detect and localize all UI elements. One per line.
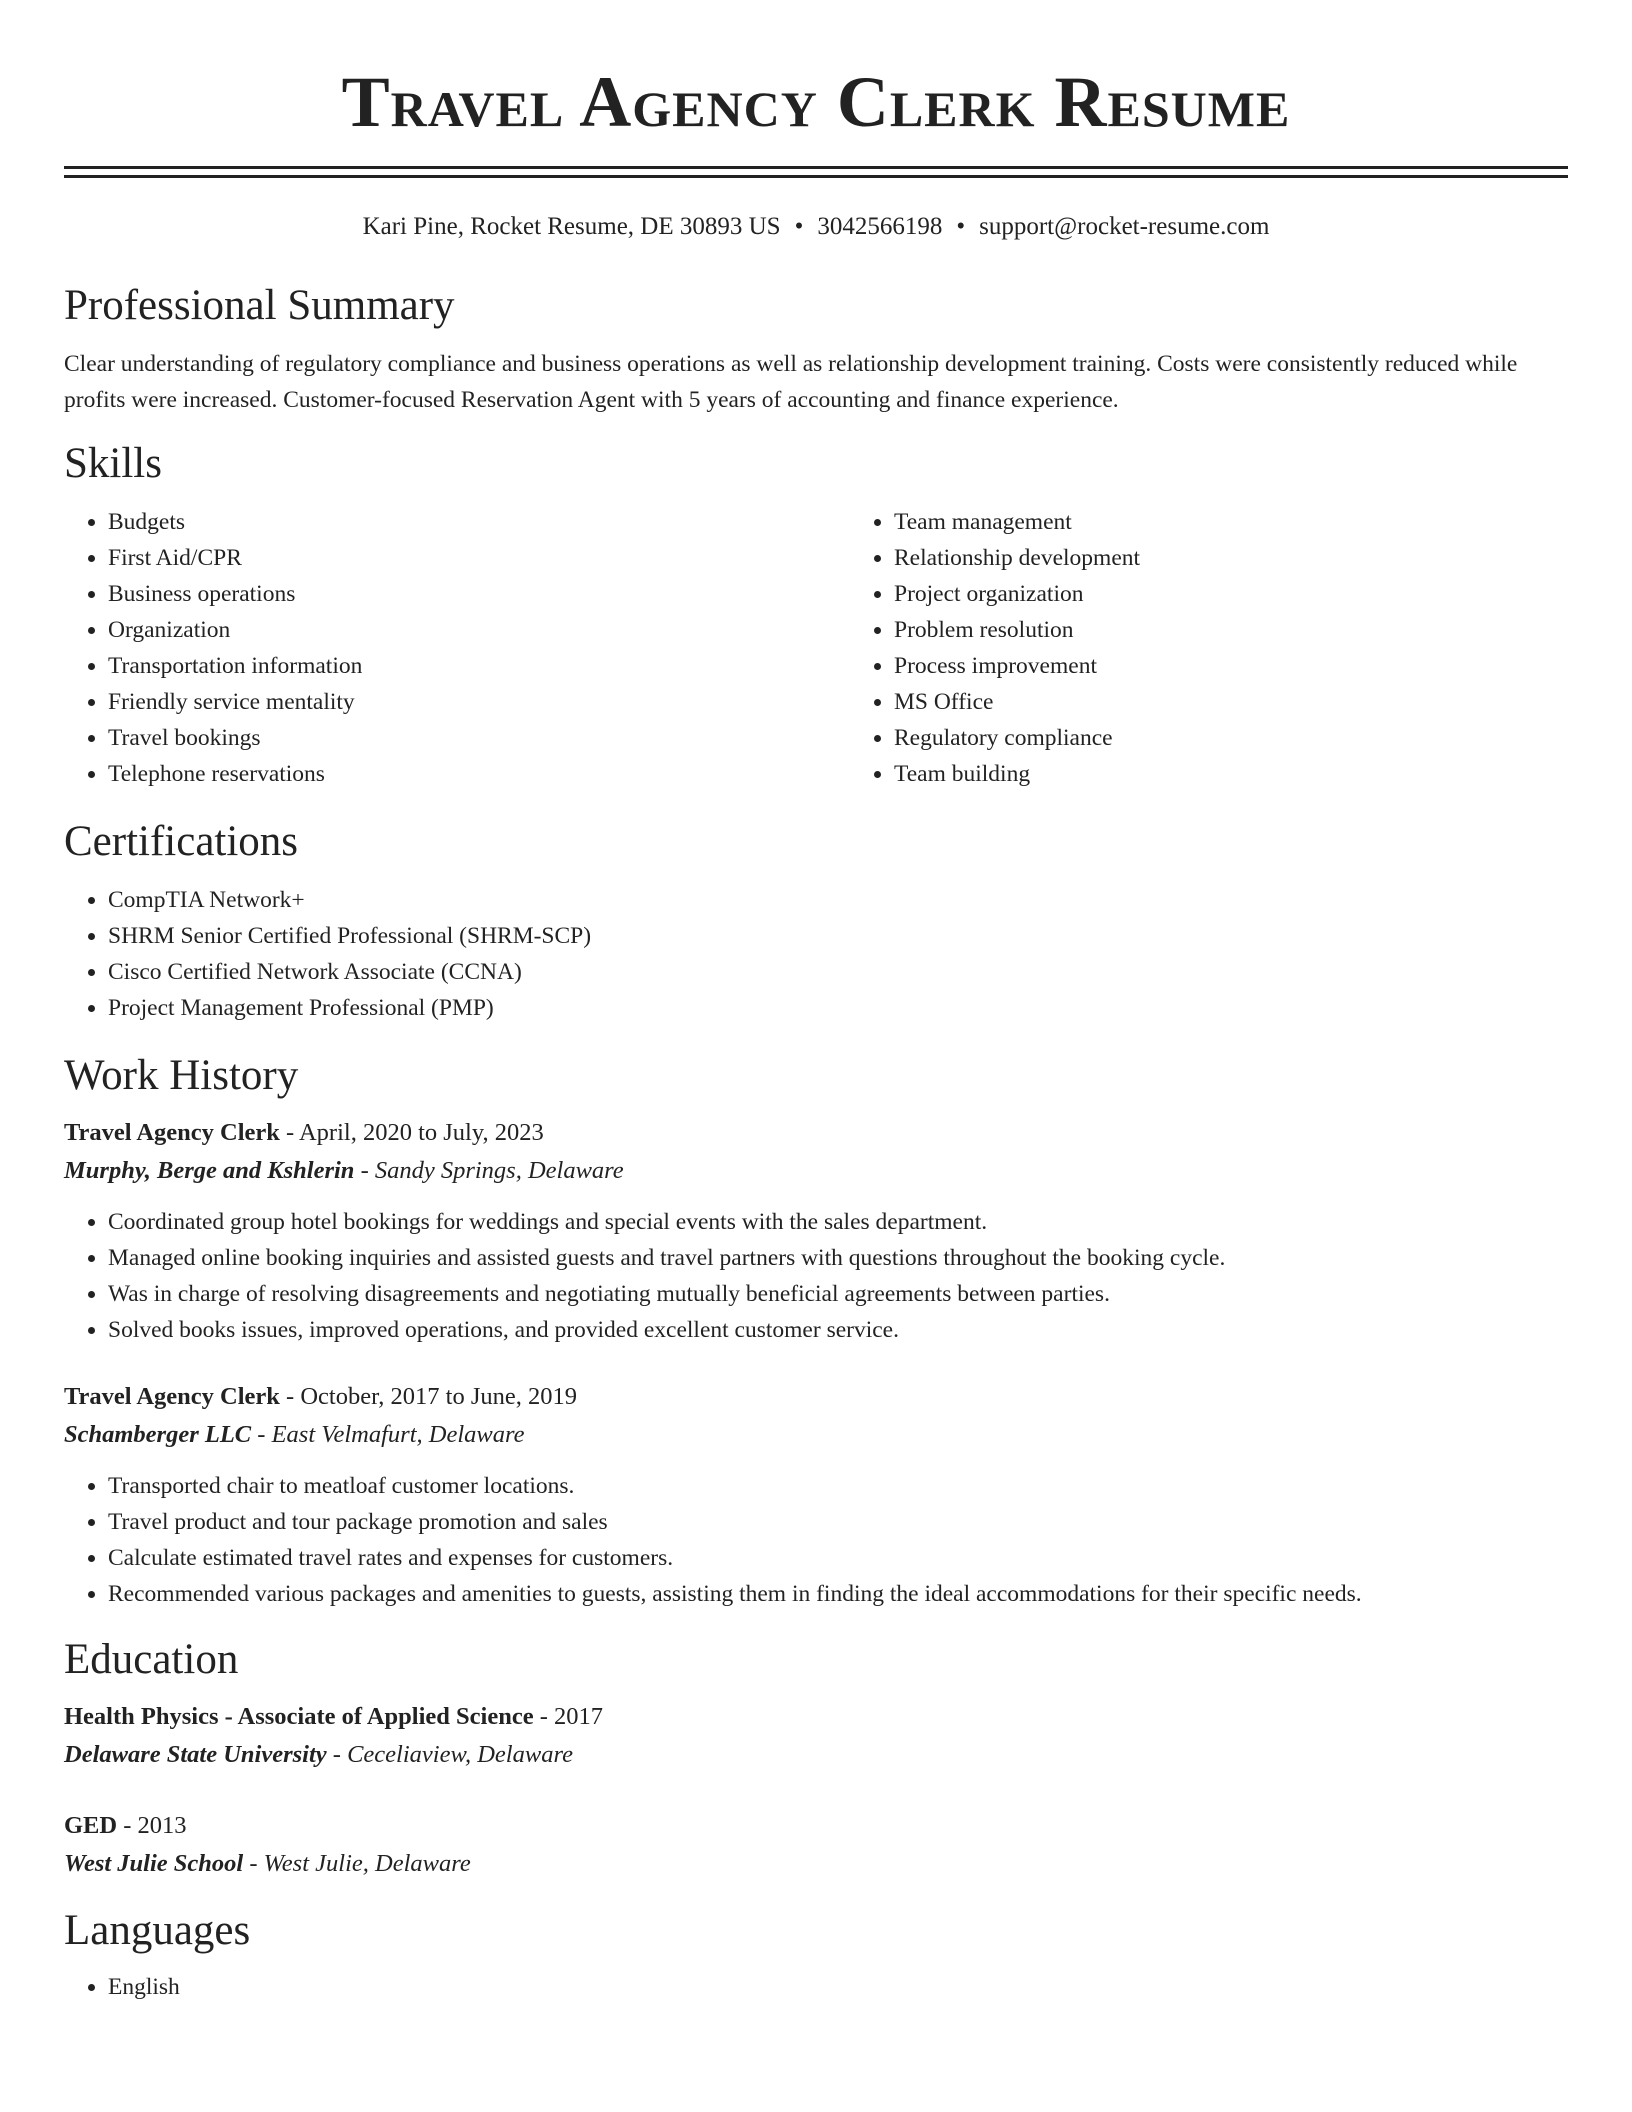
skill-item: • Relationship development xyxy=(894,540,1632,576)
job-bullet: • Was in charge of resolving disagreements and negotiating mutually beneficial agreements between parties. xyxy=(108,1276,1568,1312)
education-location: - Ceceliaview, Delaware xyxy=(326,1741,573,1768)
work-history-heading: Work History xyxy=(64,1052,299,1099)
job-bullet: • Managed online booking inquiries and assisted guests and travel partners with questions throughout the booking cycle. xyxy=(108,1240,1568,1276)
education-location: - West Julie, Delaware xyxy=(243,1850,471,1877)
job-bullets xyxy=(64,1468,1568,1612)
education-year: - 2013 xyxy=(117,1812,187,1839)
education-school: Delaware State University xyxy=(64,1741,327,1768)
contact-line xyxy=(64,212,1568,242)
languages-heading: Languages xyxy=(64,1907,251,1954)
skill-item: • Organization xyxy=(108,612,850,648)
certifications-heading: Certifications xyxy=(64,818,299,865)
job-location: - East Velmafurt, Delaware xyxy=(251,1421,525,1448)
job-title-line xyxy=(64,1114,1568,1152)
education-degree: GED xyxy=(64,1812,118,1839)
contact-phone: 3042566198 xyxy=(817,213,943,240)
job-title: Travel Agency Clerk xyxy=(64,1119,280,1146)
contact-separator: • xyxy=(956,213,966,240)
job-bullet: • Transported chair to meatloaf customer locations. xyxy=(108,1468,1568,1504)
job-entry xyxy=(64,1114,1568,1348)
education-school-line xyxy=(64,1845,1568,1883)
job-company: Schamberger LLC xyxy=(64,1421,252,1448)
job-bullet: • Calculate estimated travel rates and expenses for customers. xyxy=(108,1540,1568,1576)
skill-item: • Process improvement xyxy=(894,648,1632,684)
contact-address: Kari Pine, Rocket Resume, DE 30893 US xyxy=(362,213,781,240)
certification-item: • SHRM Senior Certified Professional (SHRM-SCP) xyxy=(108,918,1568,954)
education-degree: Health Physics - Associate of Applied Science xyxy=(64,1703,534,1730)
job-title: Travel Agency Clerk xyxy=(64,1383,280,1410)
title-double-rule xyxy=(64,166,1568,178)
skill-item: • Team building xyxy=(894,756,1632,792)
skills-right-list xyxy=(850,504,1632,792)
skill-item: • Business operations xyxy=(108,576,850,612)
certification-item: • Project Management Professional (PMP) xyxy=(108,990,1568,1026)
job-bullets xyxy=(64,1204,1568,1348)
certification-item: • CompTIA Network+ xyxy=(108,882,1568,918)
languages-list xyxy=(64,1969,1568,2005)
skill-item: • First Aid/CPR xyxy=(108,540,850,576)
job-bullet: • Recommended various packages and amenities to guests, assisting them in finding the ideal accommodations for their specific needs. xyxy=(108,1576,1568,1612)
education-entry xyxy=(64,1698,1568,1774)
education-school-line xyxy=(64,1736,1568,1774)
skill-item: • Problem resolution xyxy=(894,612,1632,648)
education-entry xyxy=(64,1807,1568,1883)
skills-columns xyxy=(64,504,1568,792)
skill-item: • Team management xyxy=(894,504,1632,540)
language-item: • English xyxy=(108,1969,1568,2005)
job-location: - Sandy Springs, Delaware xyxy=(354,1157,624,1184)
skill-item: • Project organization xyxy=(894,576,1632,612)
education-degree-line xyxy=(64,1698,1568,1736)
job-bullet: • Travel product and tour package promotion and sales xyxy=(108,1504,1568,1540)
contact-email: support@rocket-resume.com xyxy=(979,213,1270,240)
job-dates: - October, 2017 to June, 2019 xyxy=(279,1383,577,1410)
summary-heading: Professional Summary xyxy=(64,282,455,329)
certifications-list xyxy=(64,882,1568,1026)
job-title-line xyxy=(64,1378,1568,1416)
skill-item: • Telephone reservations xyxy=(108,756,850,792)
job-bullet: • Solved books issues, improved operations, and provided excellent customer service. xyxy=(108,1312,1568,1348)
job-company-line xyxy=(64,1416,1568,1454)
education-year: - 2017 xyxy=(533,1703,603,1730)
job-company: Murphy, Berge and Kshlerin xyxy=(64,1157,355,1184)
skills-left-list xyxy=(64,504,850,792)
education-school: West Julie School xyxy=(64,1850,244,1877)
job-bullet: • Coordinated group hotel bookings for weddings and special events with the sales department. xyxy=(108,1204,1568,1240)
job-dates: - April, 2020 to July, 2023 xyxy=(279,1119,544,1146)
skill-item: • Regulatory compliance xyxy=(894,720,1632,756)
skill-item: • Travel bookings xyxy=(108,720,850,756)
contact-separator: • xyxy=(794,213,804,240)
resume-title: Travel Agency Clerk Resume xyxy=(341,62,1291,142)
job-company-line xyxy=(64,1152,1568,1190)
job-entry xyxy=(64,1378,1568,1612)
summary-text: Clear understanding of regulatory compliance and business operations as well as relationship development training. Costs were consistently reduced while profits were increased. Customer-focused Reservation Agent with 5 years of accounting and finance experience. xyxy=(64,351,1518,413)
skill-item: • Transportation information xyxy=(108,648,850,684)
education-degree-line xyxy=(64,1807,1568,1845)
education-heading: Education xyxy=(64,1636,239,1683)
skill-item: • Friendly service mentality xyxy=(108,684,850,720)
skill-item: • MS Office xyxy=(894,684,1632,720)
skills-heading: Skills xyxy=(64,440,162,487)
skill-item: • Budgets xyxy=(108,504,850,540)
certification-item: • Cisco Certified Network Associate (CCNA) xyxy=(108,954,1568,990)
